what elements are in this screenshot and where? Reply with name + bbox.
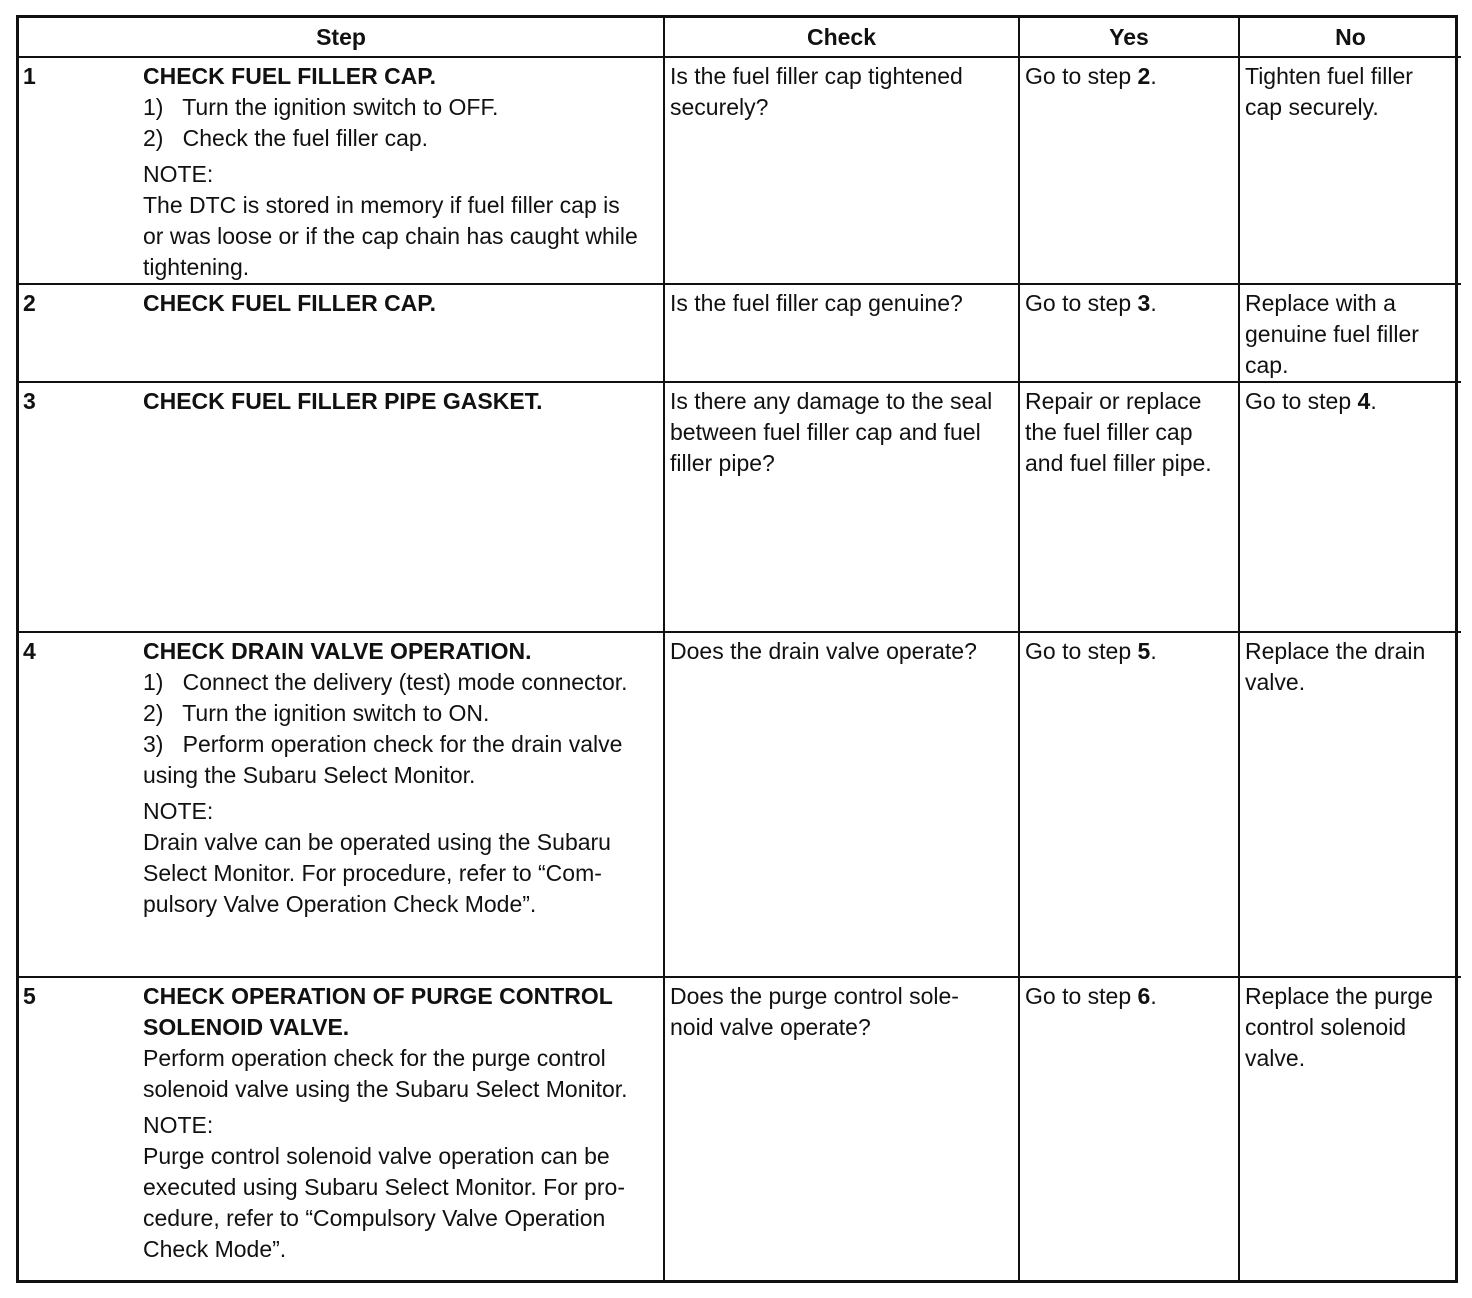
no-line: Replace the drain (1245, 638, 1426, 664)
yes-line: Repair or replace (1025, 388, 1202, 414)
yes-step-number: 6 (1137, 983, 1151, 1009)
yes-line: the fuel filler cap (1025, 419, 1193, 445)
yes-step-number: 3 (1137, 290, 1151, 316)
note-line: cedure, refer to “Compulsory Valve Operation (143, 1205, 606, 1231)
step-item: 2) Check the fuel filler cap. (143, 125, 429, 151)
no-cell (1239, 382, 1461, 632)
step-cell (19, 284, 664, 382)
no-line: cap. (1245, 352, 1289, 378)
yes-cell (1019, 284, 1239, 382)
note-label: NOTE: (143, 161, 214, 187)
no-text: Go to step (1245, 388, 1358, 414)
no-line: Replace the purge (1245, 983, 1433, 1009)
step-item: 3) Perform operation check for the drain valve (143, 731, 623, 757)
note-line: tightening. (143, 254, 250, 280)
note-line: Purge control solenoid valve operation can be (143, 1143, 610, 1169)
check-cell (664, 977, 1019, 1280)
step-item: using the Subaru Select Monitor. (143, 762, 476, 788)
note-label: NOTE: (143, 1112, 214, 1138)
header-no: No (1239, 18, 1461, 57)
step-title: CHECK FUEL FILLER PIPE GASKET. (143, 388, 543, 414)
step-number: 1 (23, 63, 36, 89)
table-row (19, 284, 1461, 382)
no-line: Tighten fuel filler (1245, 63, 1413, 89)
yes-step-number: 2 (1137, 63, 1151, 89)
yes-text: Go to step (1025, 63, 1138, 89)
note-label: NOTE: (143, 798, 214, 824)
yes-suffix: . (1150, 290, 1157, 316)
note-line: The DTC is stored in memory if fuel filler cap is (143, 192, 620, 218)
step-title: CHECK DRAIN VALVE OPERATION. (143, 638, 532, 664)
note-line: Select Monitor. For procedure, refer to “Com- (143, 860, 602, 886)
check-line: noid valve operate? (670, 1014, 871, 1040)
note-line: Drain valve can be operated using the Subaru (143, 829, 611, 855)
note-line: executed using Subaru Select Monitor. For pro- (143, 1174, 625, 1200)
check-line: securely? (670, 94, 769, 120)
header-yes: Yes (1019, 18, 1239, 57)
header-step: Step (19, 18, 664, 57)
note-line: or was loose or if the cap chain has caught while (143, 223, 638, 249)
diagnostic-procedure-table (16, 15, 1458, 1283)
yes-cell (1019, 632, 1239, 977)
check-line: filler pipe? (670, 450, 775, 476)
step-cell (19, 632, 664, 977)
no-cell (1239, 977, 1461, 1280)
yes-text: Go to step (1025, 638, 1138, 664)
no-cell (1239, 284, 1461, 382)
no-line: cap securely. (1245, 94, 1379, 120)
no-line: Replace with a (1245, 290, 1396, 316)
step-cell (19, 57, 664, 284)
header-row (19, 18, 1461, 57)
table-row (19, 977, 1461, 1280)
step-number: 2 (23, 290, 36, 316)
yes-cell (1019, 382, 1239, 632)
yes-suffix: . (1150, 63, 1157, 89)
no-suffix: . (1370, 388, 1377, 414)
step-number: 4 (23, 638, 36, 664)
step-title: CHECK FUEL FILLER CAP. (143, 63, 437, 89)
check-line: between fuel filler cap and fuel (670, 419, 981, 445)
note-line: pulsory Valve Operation Check Mode”. (143, 891, 537, 917)
check-line: Does the purge control sole- (670, 983, 959, 1009)
table-row (19, 57, 1461, 284)
yes-text: Go to step (1025, 983, 1138, 1009)
no-step-number: 4 (1357, 388, 1371, 414)
check-cell (664, 382, 1019, 632)
no-line: control solenoid (1245, 1014, 1407, 1040)
table-row (19, 632, 1461, 977)
step-item: 2) Turn the ignition switch to ON. (143, 700, 490, 726)
check-cell (664, 632, 1019, 977)
yes-text: Go to step (1025, 290, 1138, 316)
note-line: Check Mode”. (143, 1236, 287, 1262)
check-line: Is the fuel filler cap tightened (670, 63, 963, 89)
step-number: 3 (23, 388, 36, 414)
yes-suffix: . (1150, 983, 1157, 1009)
yes-step-number: 5 (1137, 638, 1151, 664)
check-cell (664, 57, 1019, 284)
step-body-line: Perform operation check for the purge control (143, 1045, 606, 1071)
step-number: 5 (23, 983, 36, 1009)
yes-cell (1019, 977, 1239, 1280)
step-title: CHECK FUEL FILLER CAP. (143, 290, 437, 316)
step-item: 1) Connect the delivery (test) mode connector. (143, 669, 628, 695)
step-body-line: solenoid valve using the Subaru Select Monitor. (143, 1076, 628, 1102)
no-line: valve. (1245, 669, 1306, 695)
procedure-table (19, 18, 1461, 1280)
check-cell (664, 284, 1019, 382)
step-title: SOLENOID VALVE. (143, 1014, 350, 1040)
check-line: Does the drain valve operate? (670, 638, 977, 664)
step-title: CHECK OPERATION OF PURGE CONTROL (143, 983, 613, 1009)
no-line: genuine fuel filler (1245, 321, 1419, 347)
check-line: Is there any damage to the seal (670, 388, 993, 414)
yes-line: and fuel filler pipe. (1025, 450, 1212, 476)
no-line: valve. (1245, 1045, 1306, 1071)
no-cell (1239, 57, 1461, 284)
step-cell (19, 382, 664, 632)
yes-cell (1019, 57, 1239, 284)
step-cell (19, 977, 664, 1280)
check-line: Is the fuel filler cap genuine? (670, 290, 963, 316)
table-row (19, 382, 1461, 632)
step-item: 1) Turn the ignition switch to OFF. (143, 94, 499, 120)
yes-suffix: . (1150, 638, 1157, 664)
no-cell (1239, 632, 1461, 977)
header-check: Check (664, 18, 1019, 57)
